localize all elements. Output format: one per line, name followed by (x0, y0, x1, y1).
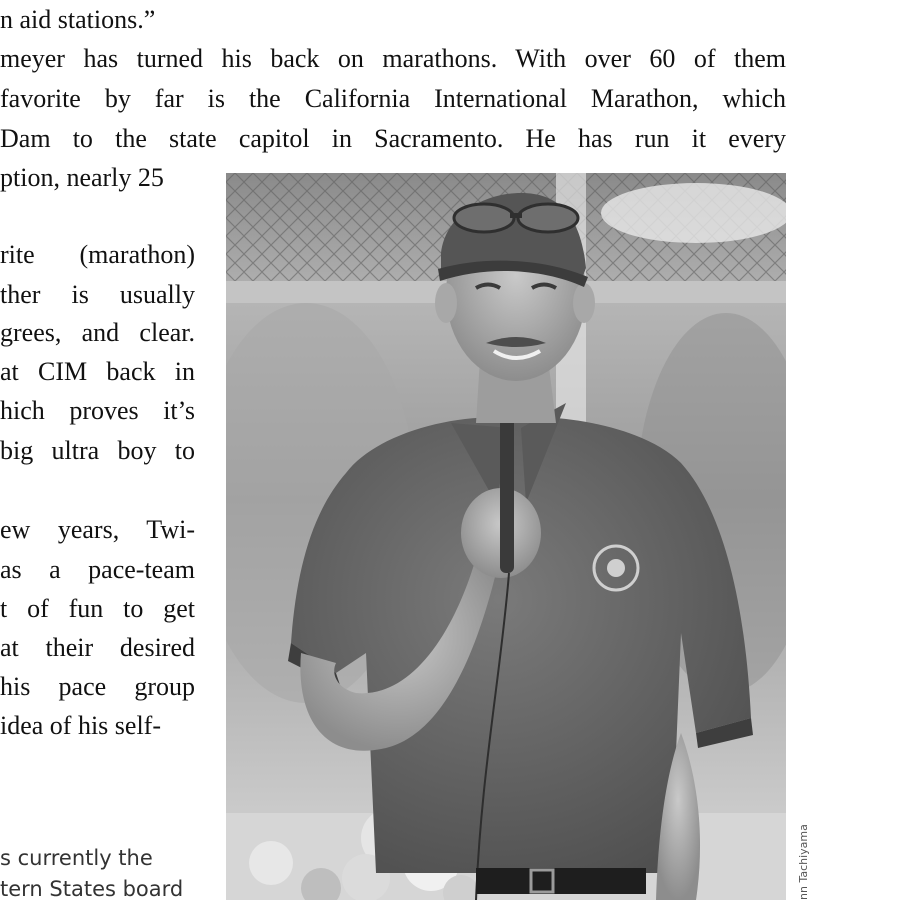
article-line: favorite by far is the California International Marathon, which (0, 84, 786, 113)
article-line: rite (marathon) (0, 240, 195, 269)
article-line: grees, and clear. (0, 318, 195, 347)
caption-line: tern States board (0, 877, 184, 901)
photo-credit: nn Tachiyama (797, 824, 810, 900)
article-line: at CIM back in (0, 357, 195, 386)
article-line: meyer has turned his back on marathons. With over 60 of them (0, 44, 786, 73)
article-line: as a pace-team (0, 555, 195, 584)
article-line: his pace group (0, 672, 195, 701)
article-line: t of fun to get (0, 594, 195, 623)
article-line: n aid stations.” (0, 5, 156, 34)
photo (226, 173, 786, 900)
caption-line: s currently the (0, 846, 153, 870)
article-line: big ultra boy to (0, 436, 195, 465)
article-line: idea of his self- (0, 711, 162, 740)
article-line: Dam to the state capitol in Sacramento. He has run it every (0, 124, 786, 153)
article-line: ew years, Twi- (0, 515, 195, 544)
article-line: at their desired (0, 633, 195, 662)
article-line: ption, nearly 25 (0, 163, 164, 192)
article-line: hich proves it’s (0, 396, 195, 425)
article-line: ther is usually (0, 280, 195, 309)
